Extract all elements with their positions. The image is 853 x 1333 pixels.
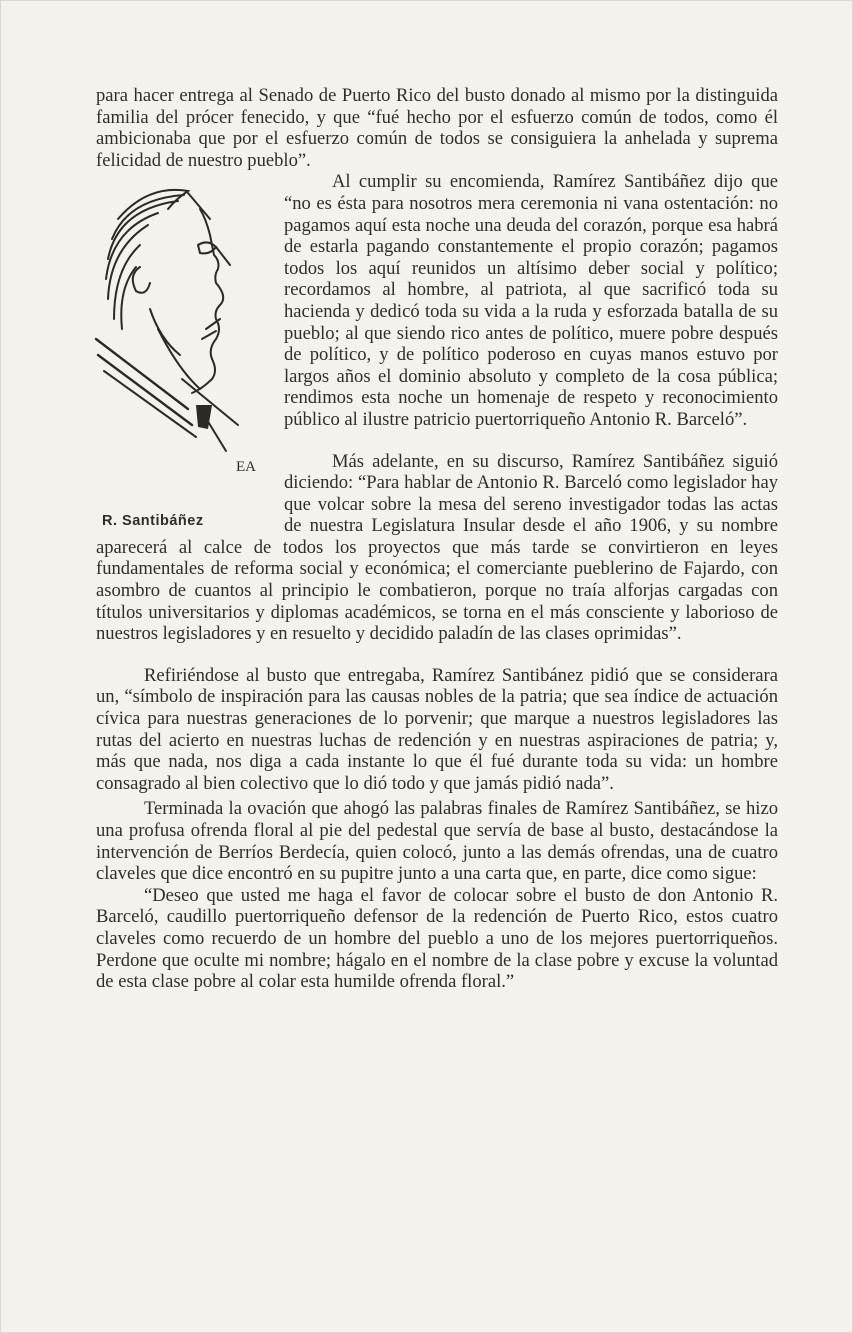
paragraph-discurso: Más adelante, en su discurso, Ramírez Santibáñez siguió diciendo: “Para hablar de Antonio R. Barceló como legislador hay que volcar sobre la mesa del sereno investigador todas las actas de nuestra Legislatura Insular desde el año 1906, y su nombre aparecerá al calce de todos los proyectos que más tarde se convirtieron en leyes fundamentales de reforma social y económica; el comerciante pueblerino de Fajardo, con asombro de cuantos al principio le combatieron, porque no traía alforjas cargadas con títulos universitarios y diplomas académicos, se torna en el más consciente y laborioso de nuestros legisladores y en resuelto y decidido paladín de las clases oprimidas”.	[96, 450, 778, 645]
paragraph-carta: “Deseo que usted me haga el favor de colocar sobre el busto de don Antonio R. Barceló, caudillo puertorriqueño defensor de la redención de Puerto Rico, estos cuatro claveles como recuerdo de un hombre del pueblo a uno de los mejores puertorriqueños. Perdone que oculte mi nombre; hágalo en el nombre de la clase pobre y excuse la voluntad de esta clase pobre al colar esta humilde ofrenda floral.”	[96, 884, 778, 993]
caricature-signature: EA	[236, 459, 256, 476]
portrait-caption: R. Santibáñez	[102, 513, 204, 530]
caricature-drawing	[88, 179, 274, 509]
portrait-figure	[88, 179, 274, 531]
paragraph-ofrenda: Terminada la ovación que ahogó las palabras finales de Ramírez Santibáñez, se hizo una profusa ofrenda floral al pie del pedestal que servía de base al busto, destacándose la intervención de Berríos Berdecía, quien colocó, junto a las demás ofrendas, una de cuatro claveles que dice encontró en su pupitre junto a una carta que, en parte, dice como sigue:	[96, 798, 778, 885]
paragraph-busto: Refiriéndose al busto que entregaba, Ramírez Santibánez pidió que se considerara un, “símbolo de inspiración para las causas nobles de la patria; que sea índice de actuación cívica para nuestras generaciones de lo porvenir; que marque a nuestros legisladores las rutas del acierto en nuestras luchas de redención y en nuestras aspiraciones de patria; y, más que nada, nos diga a cada instante lo que él fué durante toda su vida: un hombre consagrado al bien colectivo que lo dió todo y que jamás pidió nada”.	[96, 664, 778, 794]
paragraph-intro: para hacer entrega al Senado de Puerto Rico del busto donado al mismo por la distinguida familia del prócer fenecido, y que “fué hecho por el esfuerzo común de todos, como él ambicionaba que por el esfuerzo común de todos se consiguiera la anhelada y suprema felicidad de nuestro pueblo”.	[96, 85, 778, 171]
body-text	[96, 85, 778, 993]
paragraph-encomienda: Al cumplir su encomienda, Ramírez Santibáñez dijo que “no es ésta para nosotros mera ceremonia ni vana ostentación: no pagamos aquí esta noche una deuda del corazón, porque esa habrá de estarla pagando constantemente el propio corazón; pagamos todos los aquí reunidos un altísimo deber social y político; recordamos al hombre, al patriota, al que sacrificó toda su hacienda y dedicó toda su vida a la ruda y esforzada batalla de su pueblo; al que siendo rico antes de político, muere pobre después de político, y de político poderoso en cuyas manos estuvo por largos años el dominio absoluto y completo de la cosa pública; rendimos esta noche un homenaje de respeto y reconocimiento público al ilustre patricio puertorriqueño Antonio R. Barceló”.	[284, 171, 778, 430]
